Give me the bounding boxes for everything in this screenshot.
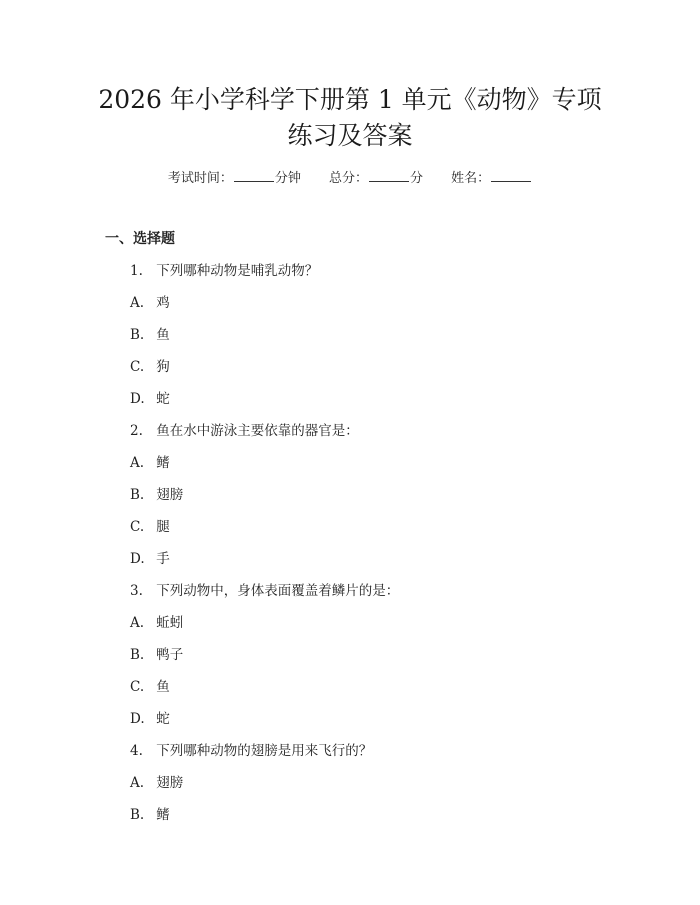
question-2-option-c xyxy=(130,517,170,537)
option-letter: A. xyxy=(130,455,145,471)
option-letter: A. xyxy=(130,615,145,631)
option-text: 翅膀 xyxy=(156,775,184,791)
exam-time-label: 考试时间： xyxy=(167,171,233,186)
question-1-option-d xyxy=(130,389,170,409)
option-text: 蛇 xyxy=(156,711,170,727)
option-letter: B. xyxy=(130,327,145,343)
option-letter: B. xyxy=(130,487,145,503)
question-3-option-b xyxy=(130,645,183,665)
question-number: 4. xyxy=(130,743,143,759)
question-2-option-d xyxy=(130,549,170,569)
student-name-blank xyxy=(491,168,531,182)
question-3-option-d xyxy=(130,709,170,729)
question-number: 1. xyxy=(130,263,143,279)
document-title-line2: 练习及答案 xyxy=(287,121,413,150)
exam-time-unit: 分钟 xyxy=(274,171,301,186)
total-score-label: 总分： xyxy=(328,171,368,186)
question-1-option-c xyxy=(130,357,170,377)
document-title-line1: 2026 年小学科学下册第 1 单元《动物》专项 xyxy=(98,85,602,114)
question-text: 鱼在水中游泳主要依靠的器官是： xyxy=(156,423,359,439)
exam-info-line xyxy=(0,168,700,189)
option-text: 鱼 xyxy=(156,679,170,695)
question-4 xyxy=(130,741,372,761)
question-text: 下列哪种动物是哺乳动物？ xyxy=(156,263,319,279)
question-1-option-a xyxy=(130,293,170,313)
option-text: 狗 xyxy=(156,359,170,375)
option-letter: B. xyxy=(130,807,145,823)
question-3 xyxy=(130,581,399,601)
option-text: 鸭子 xyxy=(156,647,184,663)
option-text: 蛇 xyxy=(156,391,170,407)
exam-time-blank xyxy=(234,168,274,182)
question-2-option-a xyxy=(130,453,170,473)
question-1-option-b xyxy=(130,325,170,345)
total-score-blank xyxy=(369,168,409,182)
question-text: 下列哪种动物的翅膀是用来飞行的？ xyxy=(156,743,373,759)
option-letter: B. xyxy=(130,647,145,663)
student-name-field xyxy=(451,168,532,189)
option-text: 鳍 xyxy=(156,807,170,823)
question-2-option-b xyxy=(130,485,183,505)
question-4-option-b xyxy=(130,805,170,825)
section-heading-multiple-choice: 一、选择题 xyxy=(105,231,175,247)
option-text: 手 xyxy=(156,551,170,567)
total-score-unit: 分 xyxy=(410,171,424,186)
question-4-option-a xyxy=(130,773,183,793)
option-letter: A. xyxy=(130,295,145,311)
option-letter: C. xyxy=(130,679,145,695)
option-letter: D. xyxy=(130,711,145,727)
option-text: 鸡 xyxy=(156,295,170,311)
option-text: 蚯蚓 xyxy=(156,615,184,631)
question-3-option-c xyxy=(130,677,170,697)
option-letter: C. xyxy=(130,359,145,375)
question-text: 下列动物中，身体表面覆盖着鳞片的是： xyxy=(156,583,400,599)
question-2 xyxy=(130,421,359,441)
option-text: 翅膀 xyxy=(156,487,184,503)
option-text: 腿 xyxy=(156,519,170,535)
option-letter: C. xyxy=(130,519,145,535)
option-letter: D. xyxy=(130,551,145,567)
total-score-field xyxy=(329,168,423,189)
question-3-option-a xyxy=(130,613,183,633)
student-name-label: 姓名： xyxy=(451,171,491,186)
option-text: 鳍 xyxy=(156,455,170,471)
option-letter: A. xyxy=(130,775,145,791)
question-number: 3. xyxy=(130,583,143,599)
question-number: 2. xyxy=(130,423,143,439)
exam-time-field xyxy=(168,168,301,189)
question-1 xyxy=(130,261,318,281)
option-text: 鱼 xyxy=(156,327,170,343)
option-letter: D. xyxy=(130,391,145,407)
